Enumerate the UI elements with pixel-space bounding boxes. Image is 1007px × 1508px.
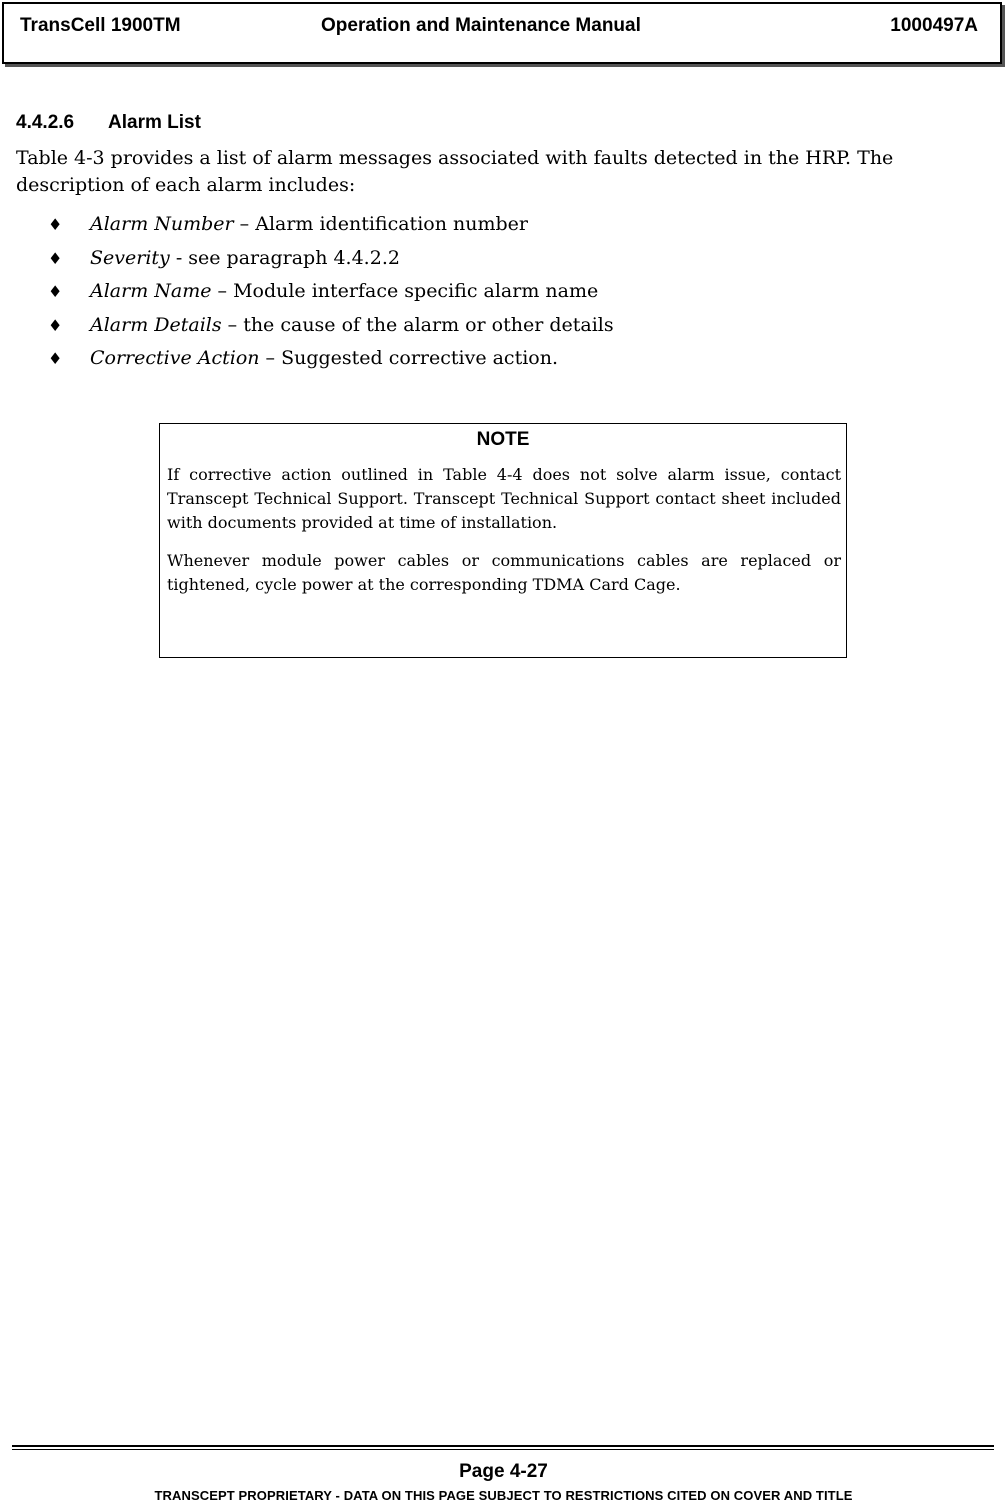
list-item [48,209,614,243]
note-box [159,423,847,658]
list-item-term: Alarm Number [90,213,234,235]
diamond-bullet-icon: ♦ [48,248,63,268]
list-item-text: - see paragraph 4.4.2.2 [169,246,400,269]
header-manual-title: Operation and Maintenance Manual [321,15,641,36]
section-heading [16,112,201,134]
list-item [48,343,614,377]
diamond-bullet-icon: ♦ [48,315,63,335]
alarm-field-list [48,209,614,377]
diamond-bullet-icon: ♦ [48,349,63,368]
intro-paragraph: Table 4-3 provides a list of alarm messages associated with faults detected in the HRP. The description of each alarm includes: [16,147,894,196]
diamond-bullet-icon: ♦ [48,215,63,234]
section-title: Alarm List [108,112,201,133]
list-item-term: Corrective Action [90,347,260,369]
list-item-text: – Suggested corrective action. [259,347,559,369]
list-item-term: Alarm Name [90,280,212,302]
list-item [48,276,614,310]
proprietary-notice: TRANSCEPT PROPRIETARY - DATA ON THIS PAGE SUBJECT TO RESTRICTIONS CITED ON COVER AND TITLE [154,1488,853,1503]
list-item-term: Alarm Details [90,313,222,336]
header-doc-number: 1000497A [890,15,978,36]
list-item [48,310,614,344]
list-item-text: – the cause of the alarm or other details [221,313,614,336]
note-title: NOTE [476,429,530,450]
page-header [2,2,1002,64]
list-item-text: – Module interface specific alarm name [211,280,599,302]
note-paragraph-power-cycle: Whenever module power cables or communications cables are replaced or tightened, cycle power at the corresponding TDMA Card Cage. [167,551,841,594]
section-number: 4.4.2.6 [16,112,75,133]
page-number: Page 4-27 [459,1461,548,1482]
list-item-term: Severity [90,246,170,269]
note-paragraph-support: If corrective action outlined in Table 4-4 does not solve alarm issue, contact Transcept Technical Support. Transcept Technical Support contact sheet included with documents provided at time of installation. [167,465,841,532]
footer-divider [12,1445,994,1450]
list-item-text: – Alarm identification number [233,213,528,235]
list-item [48,243,614,277]
header-product: TransCell 1900TM [20,15,181,36]
diamond-bullet-icon: ♦ [48,282,63,301]
